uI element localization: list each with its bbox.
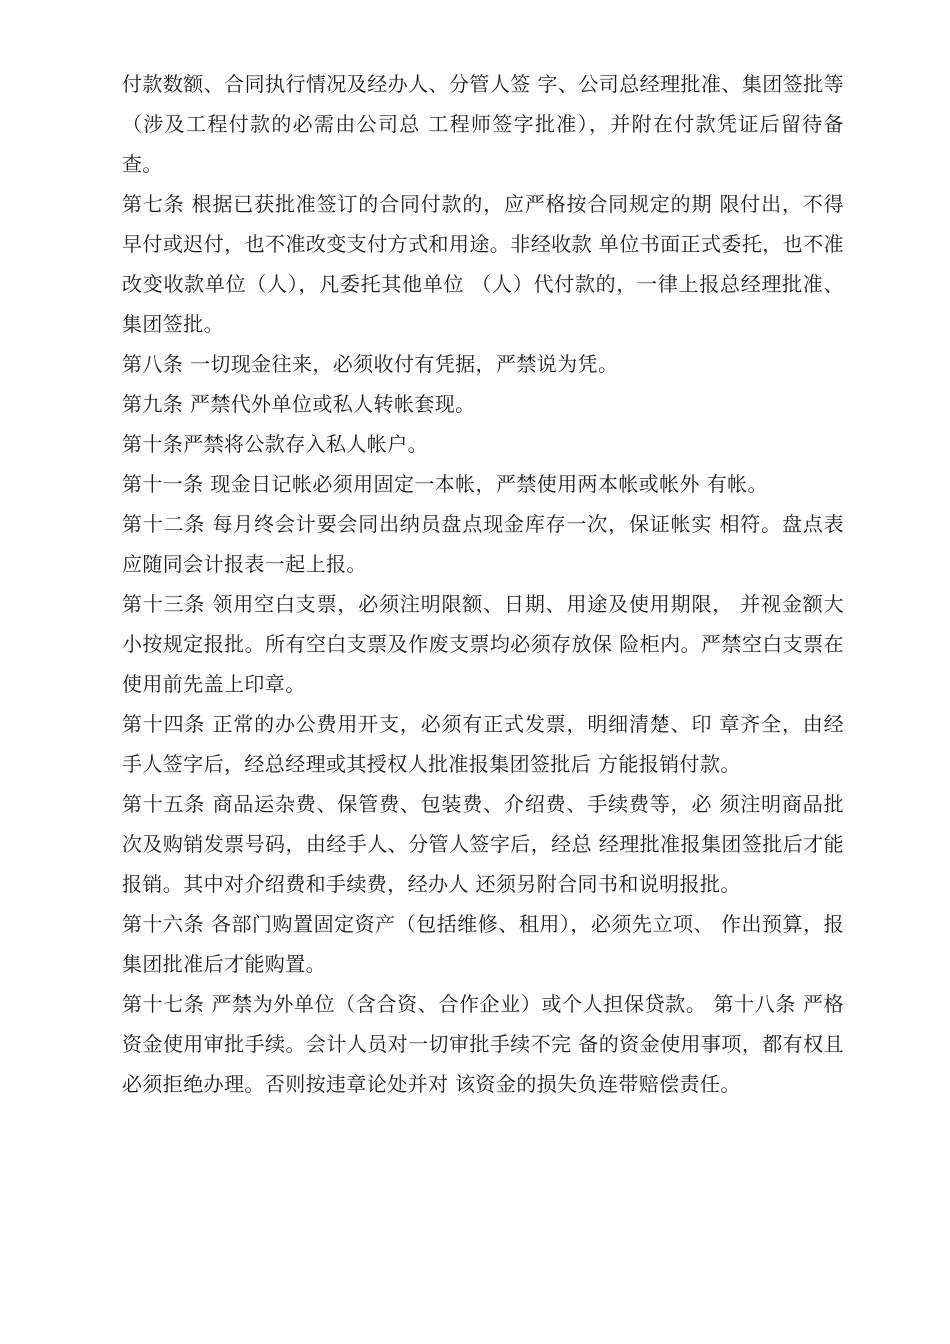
paragraph-article-14: 第十四条 正常的办公费用开支，必须有正式发票，明细清楚、印 章齐全，由经手人签字后，经总经理或其授权人批准报集团签批后 方能报销付款。 [122,712,844,776]
paragraph-article-12: 第十二条 每月终会计要会同出纳员盘点现金库存一次，保证帐实 相符。盘点表应随同会计报表一起上报。 [122,512,844,576]
paragraph-article-16: 第十六条 各部门购置固定资产（包括维修、租用），必须先立项、 作出预算，报集团批准后才能购置。 [122,912,844,976]
paragraph-payment-approval: 付款数额、合同执行情况及经办人、分管人签 字、公司总经理批准、集团签批等（涉及工程付款的必需由公司总 工程师签字批准），并附在付款凭证后留待备查。 [122,72,844,176]
paragraph-article-8: 第八条 一切现金往来，必须收付有凭据，严禁说为凭。 [122,352,619,376]
document-body [122,64,844,1104]
paragraph-article-7: 第七条 根据已获批准签订的合同付款的，应严格按合同规定的期 限付出，不得早付或迟付，也不准改变支付方式和用途。非经收款 单位书面正式委托，也不准改变收款单位（人），凡委托其他单位 （人）代付款的，一律上报总经理批准、集团签批。 [122,192,844,336]
paragraph-article-11: 第十一条 现金日记帐必须用固定一本帐，严禁使用两本帐或帐外 有帐。 [122,472,768,496]
paragraph-article-9: 第九条 严禁代外单位或私人转帐套现。 [122,392,476,416]
paragraph-article-17-18: 第十七条 严禁为外单位（含合资、合作企业）或个人担保贷款。 第十八条 严格资金使用审批手续。会计人员对一切审批手续不完 备的资金使用事项，都有权且必须拒绝办理。否则按违章论处并对 该资金的损失负连带赔偿责任。 [122,992,844,1096]
paragraph-article-13: 第十三条 领用空白支票，必须注明限额、日期、用途及使用期限， 并视金额大小按规定报批。所有空白支票及作废支票均必须存放保 险柜内。严禁空白支票在使用前先盖上印章。 [122,592,844,696]
paragraph-article-10: 第十条严禁将公款存入私人帐户。 [122,432,428,456]
paragraph-article-15: 第十五条 商品运杂费、保管费、包装费、介绍费、手续费等，必 须注明商品批次及购销发票号码，由经手人、分管人签字后，经总 经理批准报集团签批后才能报销。其中对介绍费和手续费，经办人 还须另附合同书和说明报批。 [122,792,844,896]
